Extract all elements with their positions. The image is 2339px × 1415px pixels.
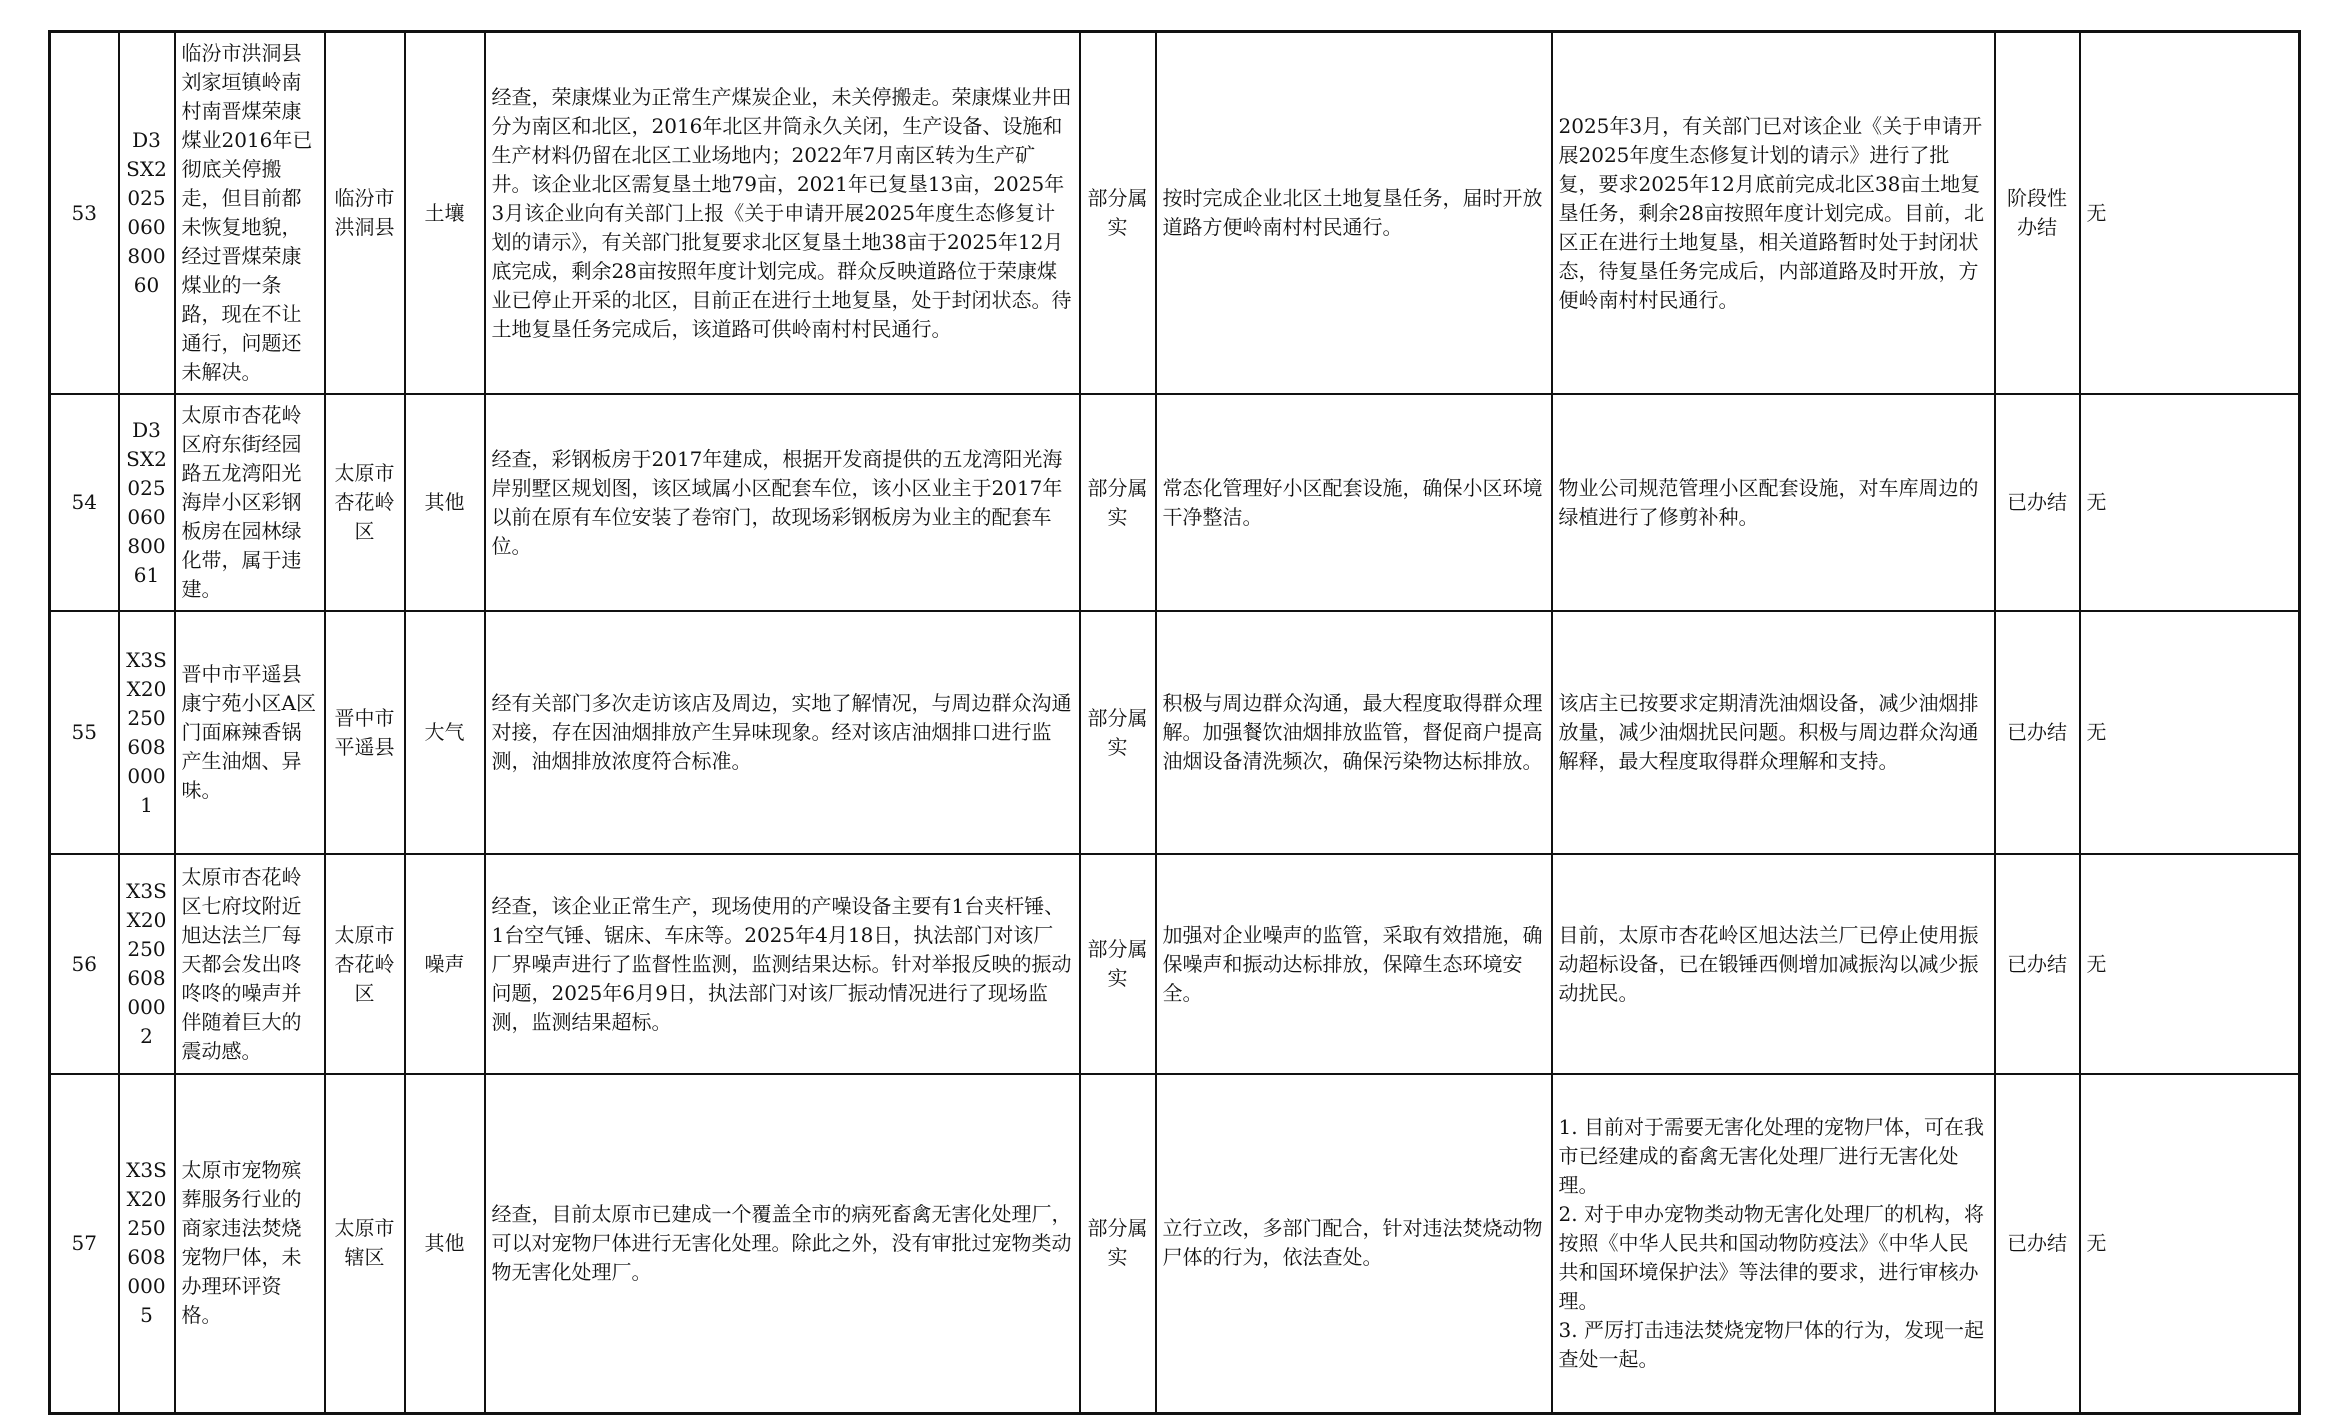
row-number: 54	[50, 394, 119, 611]
accountability: 无	[2080, 32, 2300, 395]
result-line: 3. 严厉打击违法焚烧宠物尸体的行为，发现一起查处一起。	[1558, 1317, 1984, 1371]
verdict: 部分属实	[1080, 854, 1156, 1074]
pollution-type: 其他	[405, 394, 485, 611]
table-row	[50, 32, 2300, 395]
status: 阶段性办结	[1995, 32, 2080, 395]
status: 已办结	[1995, 611, 2080, 854]
rectification-result	[1552, 32, 1995, 395]
investigation-result: 经查，彩钢板房于2017年建成，根据开发商提供的五龙湾阳光海岸别墅区规划图，该区域属小区配套车位，该小区业主于2017年以前在原有车位安装了卷帘门，故现场彩钢板房为业主的配套车位。	[485, 394, 1080, 611]
table-row	[50, 1074, 2300, 1413]
complaint-content: 太原市杏花岭区府东街经园路五龙湾阳光海岸小区彩钢板房在园林绿化带，属于违建。	[175, 394, 325, 611]
case-code: D3SX202506080061	[119, 394, 175, 611]
region: 太原市杏花岭区	[325, 394, 405, 611]
pollution-type: 土壤	[405, 32, 485, 395]
investigation-result: 经查，该企业正常生产，现场使用的产噪设备主要有1台夹杆锤、1台空气锤、锯床、车床等。2025年4月18日，执法部门对该厂厂界噪声进行了监督性监测，监测结果达标。针对举报反映的振动问题，2025年6月9日，执法部门对该厂振动情况进行了现场监测，监测结果超标。	[485, 854, 1080, 1074]
row-number: 55	[50, 611, 119, 854]
accountability: 无	[2080, 854, 2300, 1074]
result-line: 物业公司规范管理小区配套设施，对车库周边的绿植进行了修剪补种。	[1558, 475, 1979, 529]
complaint-content: 临汾市洪洞县刘家垣镇岭南村南晋煤荣康煤业2016年已彻底关停搬走，但目前都未恢复地貌，经过晋煤荣康煤业的一条路，现在不让通行，问题还未解决。	[175, 32, 325, 395]
table-row	[50, 854, 2300, 1074]
result-line: 该店主已按要求定期清洗油烟设备，减少油烟排放量，减少油烟扰民问题。积极与周边群众沟通解释，最大程度取得群众理解和支持。	[1558, 691, 1979, 773]
rectification-measure: 加强对企业噪声的监管，采取有效措施，确保噪声和振动达标排放，保障生态环境安全。	[1156, 854, 1552, 1074]
verdict: 部分属实	[1080, 394, 1156, 611]
complaint-content: 晋中市平遥县康宁苑小区A区门面麻辣香锅产生油烟、异味。	[175, 611, 325, 854]
rectification-result	[1552, 854, 1995, 1074]
verdict: 部分属实	[1080, 1074, 1156, 1413]
status: 已办结	[1995, 394, 2080, 611]
investigation-result: 经有关部门多次走访该店及周边，实地了解情况，与周边群众沟通对接，存在因油烟排放产生异味现象。经对该店油烟排口进行监测，油烟排放浓度符合标准。	[485, 611, 1080, 854]
table-row	[50, 611, 2300, 854]
complaint-content: 太原市杏花岭区七府坟附近旭达法兰厂每天都会发出咚咚咚的噪声并伴随着巨大的震动感。	[175, 854, 325, 1074]
table-row	[50, 394, 2300, 611]
rectification-measure: 立行立改，多部门配合，针对违法焚烧动物尸体的行为，依法查处。	[1156, 1074, 1552, 1413]
region: 晋中市平遥县	[325, 611, 405, 854]
region: 临汾市洪洞县	[325, 32, 405, 395]
rectification-measure: 按时完成企业北区土地复垦任务，届时开放道路方便岭南村村民通行。	[1156, 32, 1552, 395]
accountability: 无	[2080, 611, 2300, 854]
status: 已办结	[1995, 1074, 2080, 1413]
case-code: X3SX20250608000​5	[119, 1074, 175, 1413]
row-number: 56	[50, 854, 119, 1074]
result-line: 2. 对于申办宠物类动物无害化处理厂的机构，将按照《中华人民共和国动物防疫法》《中华人民共和国环境保护法》等法律的要求，进行审核办理。	[1558, 1201, 1984, 1313]
rectification-measure: 积极与周边群众沟通，最大程度取得群众理解。加强餐饮油烟排放监管，督促商户提高油烟设备清洗频次，确保污染物达标排放。	[1156, 611, 1552, 854]
investigation-result: 经查，目前太原市已建成一个覆盖全市的病死畜禽无害化处理厂，可以对宠物尸体进行无害化处理。除此之外，没有审批过宠物类动物无害化处理厂。	[485, 1074, 1080, 1413]
case-code: D3SX202506080060	[119, 32, 175, 395]
accountability: 无	[2080, 394, 2300, 611]
region: 太原市杏花岭区	[325, 854, 405, 1074]
pollution-type: 其他	[405, 1074, 485, 1413]
verdict: 部分属实	[1080, 32, 1156, 395]
case-code: X3SX20250608000​2	[119, 854, 175, 1074]
region: 太原市辖区	[325, 1074, 405, 1413]
verdict: 部分属实	[1080, 611, 1156, 854]
rectification-result	[1552, 1074, 1995, 1413]
result-line: 目前，太原市杏花岭区旭达法兰厂已停止使用振动超标设备，已在锻锤西侧增加减振沟以减少振动扰民。	[1558, 922, 1979, 1005]
pollution-type: 大气	[405, 611, 485, 854]
rectification-result	[1552, 611, 1995, 854]
rectification-result	[1552, 394, 1995, 611]
report-page	[48, 30, 2298, 1415]
status: 已办结	[1995, 854, 2080, 1074]
case-code: X3SX20250608000​1	[119, 611, 175, 854]
complaint-content: 太原市宠物殡葬服务行业的商家违法焚烧宠物尸体，未办理环评资格。	[175, 1074, 325, 1413]
row-number: 57	[50, 1074, 119, 1413]
pollution-type: 噪声	[405, 854, 485, 1074]
investigation-result: 经查，荣康煤业为正常生产煤炭企业，未关停搬走。荣康煤业井田分为南区和北区，2016年北区井筒永久关闭，生产设备、设施和生产材料仍留在北区工业场地内；2022年7月南区转为生产矿井。该企业北区需复垦土地79亩，2021年已复垦13亩，2025年3月该企业向有关部门上报《关于申请开展2025年度生态修复计划的请示》，有关部门批复要求北区复垦土地38亩于2025年12月底完成，剩余28亩按照年度计划完成。群众反映道路位于荣康煤业已停止开采的北区，目前正在进行土地复垦，处于封闭状态。待土地复垦任务完成后，该道路可供岭南村村民通行。	[485, 32, 1080, 395]
rectification-measure: 常态化管理好小区配套设施，确保小区环境干净整洁。	[1156, 394, 1552, 611]
complaint-table	[48, 30, 2301, 1415]
result-line: 1. 目前对于需要无害化处理的宠物尸体，可在我市已经建成的畜禽无害化处理厂进行无害化处理。	[1558, 1114, 1984, 1197]
accountability: 无	[2080, 1074, 2300, 1413]
result-line: 2025年3月，有关部门已对该企业《关于申请开展2025年度生态修复计划的请示》进行了批复，要求2025年12月底前完成北区38亩土地复垦任务，剩余28亩按照年度计划完成。目前，北区正在进行土地复垦，相关道路暂时处于封闭状态，待复垦任务完成后，内部道路及时开放，方便岭南村村民通行。	[1558, 113, 1984, 312]
row-number: 53	[50, 32, 119, 395]
